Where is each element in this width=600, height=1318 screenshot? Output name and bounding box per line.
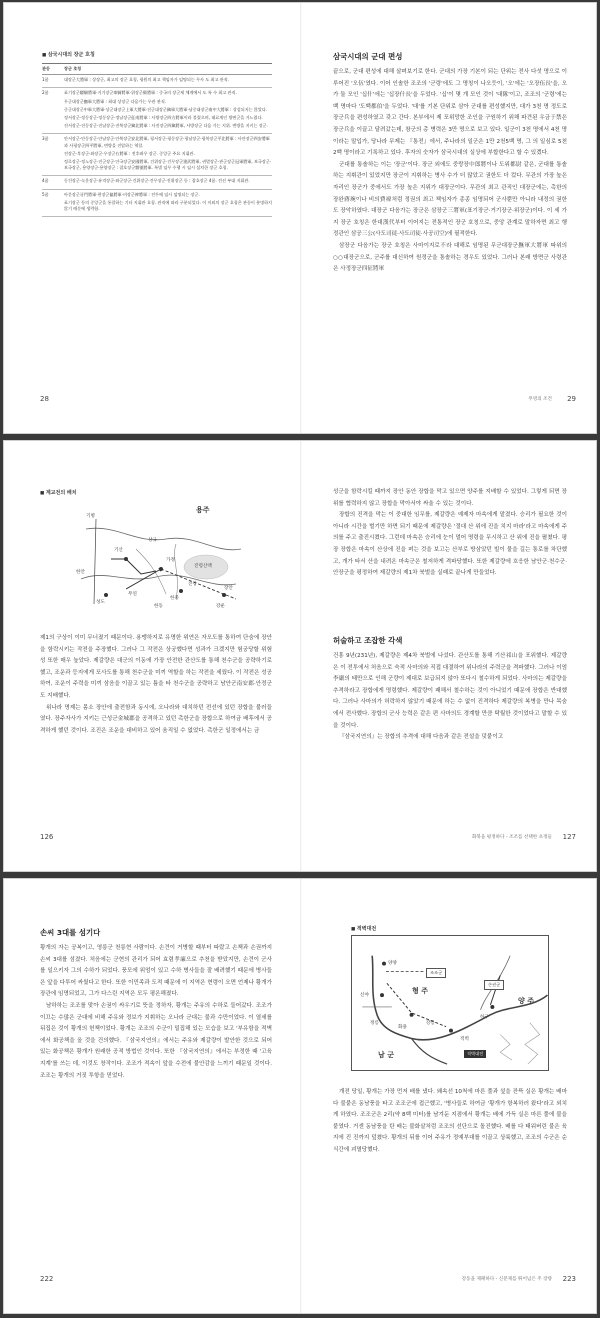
title-line: 중군대장군中軍大將軍·상군대장군上軍大將軍·진군대장군鎭軍大將軍·남중대장군南中大將軍 : 상설되지는 않았다. xyxy=(64,106,268,112)
battle-map xyxy=(66,499,246,614)
label-yangju: 양 주 xyxy=(518,997,534,1005)
title-line: 표기장군 등의 중앙군을 통괄하는 기타 지휘관 호칭. 관직에 따라 구분되었다. 이 이외의 장군 호칭은 관등이 분명하지 않기 때문에 생략함. xyxy=(64,199,272,212)
label-yongju: 용주 xyxy=(196,506,210,514)
table-row xyxy=(42,176,272,189)
label-hwaryong: 화용 xyxy=(398,1025,407,1030)
label-hangan: 한안 xyxy=(76,570,85,575)
label-namgun: 남 군 xyxy=(378,1051,394,1059)
running-head: 무영의 조건 xyxy=(528,397,552,402)
label-jeongneung: 정릉 xyxy=(370,1021,379,1026)
table-header xyxy=(42,63,272,75)
title-line: 전장군·후장군·좌장군·우장군右將軍 : 전후좌우 장군. 중앙군 주요 지휘관. xyxy=(64,150,195,156)
label-chibi: 적벽 xyxy=(460,1037,469,1042)
body-text-left xyxy=(40,633,272,813)
paragraph: 장합의 진격을 막는 이 중대한 임무를, 제갈량은 예제자 마속에게 맡겼다. 승리가 필요한 것이 아니라 시간을 벌기만 하면 되기 때문에 제갈량은 '절대 산 위에 진을 치지 마라'라고 마속에게 주의를 주고 출진시켰다. 그런데 마속은 승리에 눈이 멀어 명령을 무시하고 산 위에 진을 펼쳤다. 평장 장합은 마속이 산상에 진을 펴는 것을 보고는 산부로 방삼았던 빌이 물을 길는 통로를 차단했고, 개가 타서 산을 내려온 마속군은 철저하게 격파당했다. 또한 제갈량에 호응한 남안군·천수군·안장군을 평정하여 제갈량의 제1차 북벌을 실패로 끝나게 만들었다. xyxy=(333,512,567,577)
title-line: 정서장군·정동장군·정동장군·정남장군征南將軍 : 사방장군四方將軍이라 불렸으며, 태료계인 방면군을 거느렸다. xyxy=(64,115,263,121)
title-line: 무군대장군撫軍大將軍 : 최대 상장군 다음가는 무관 관직. xyxy=(64,98,167,104)
label-jiangneung: 강릉 xyxy=(426,1021,435,1026)
paragraph: 삼장군 다음가는 장군 호칭은 사마이지로不라 대해로 임명된 무군대장군撫軍大將軍 따위의 ○○대장군으로, 군주를 대신하여 원정군을 통솔하는 경우도 있었다. 그러나 본래 방면군 사령관은 사정장군四征將軍 xyxy=(333,242,567,273)
table-row xyxy=(42,190,272,218)
label-sinya: 신야 xyxy=(360,993,369,998)
label-yangyang: 양양 xyxy=(388,961,397,966)
section-heading: 손씨 3대를 섬기다 xyxy=(40,928,101,937)
title-line: 안서장군·안동장군·안남장군·안북장군安北將軍, 평서장군·평동장군·평남장군·평북장군平北將軍 : 사안장군四安將軍과 사평장군四平將軍, 변방을 진압하는 역할. xyxy=(64,136,270,148)
rank-cell: 2품 xyxy=(42,90,49,96)
page-29 xyxy=(301,3,597,433)
paragraph: 개전 당일, 황개는 가장 먼저 배를 냈다. 왜속선 10척에 마른 풀과 섶을 잔뜩 실은 황개는 배마다 불붙은 동남풍을 타고 조조군에 접근했고, '병사들로 하여금 '황개가 항복하러 왔다'라고 외치게 하였다. 조조군은 2리(약 8백 미터)를 남겨둔 지점에서 황개는 배에 가득 실은 마른 풀에 불을 붙였다. 거센 동남풍을 탄 배는 불화살처럼 조조의 선단으로 돌진했다. 배를 다 태워버린 불은 육지에 진 진까지 덮쳤다. 황개의 뒤를 이어 주유가 정예부대를 이끌고 상륙했고, 조조의 수군은 순식간에 괴멸당했다. xyxy=(333,1089,567,1153)
title-cell xyxy=(64,77,272,85)
table-caption: ■ 삼국시대의 장군 호칭 xyxy=(42,51,95,58)
map-caption: ■ 적벽대전 xyxy=(351,925,376,932)
label-hyeongju: 형 주 xyxy=(412,987,428,995)
header-rank: 관등 xyxy=(42,66,50,71)
page-number-left: 28 xyxy=(40,395,49,403)
title-cell xyxy=(64,192,272,215)
label-hagu: 하구 xyxy=(480,1015,489,1020)
label-songeoin-army: 손권군 xyxy=(484,980,504,990)
rank-cell: 4품 xyxy=(42,178,49,184)
header-title: 장군 호칭 xyxy=(64,66,82,71)
title-line: 정로장군·정노장군·진군장군·안국장군安國將軍, 건위장군·건무장군建武將軍, 귀멸장군·관군장군冠軍將軍, 보국장군·보국장군, 용양장군·용양장군 : 잡호장군雜號將軍. 특별 임무 수행 시 임시 설치한 장군 호칭. xyxy=(64,159,272,171)
title-cell xyxy=(64,90,272,131)
table-body xyxy=(42,75,272,217)
table-row xyxy=(42,75,272,88)
page-222 xyxy=(4,879,301,1313)
title-line: 진서장군·진동장군·진남장군·진북장군鎭北將軍 : 사진장군四鎭將軍, 사방장군 다음 가는 지위. 변방을 지키는 장군. xyxy=(64,123,268,129)
table-row xyxy=(42,88,272,134)
page-number-left: 222 xyxy=(40,1275,54,1283)
paragraph: 군대를 통솔하는 이는 '장군'이다. 장군 외에도 중랑장中郎將이나 도위都尉 같은, 군대를 통솔하는 지휘관이 있었지만 장군이 지휘하는 병사 수가 더 많았고 권한도 더 컸다. 무관의 가장 높은 자리인 장군가 중에서도 가장 높은 지위가 대장군이다. 무관의 최고 관직인 대장군에는, 촉한의 장완蔣琬이나 비의費禕처럼 정권의 최고 책임자가 종종 임명되어 군사뿐만 아니라 내정의 권한도 장악하였다. 대장군 다음가는 장군은 삼장군三將軍(표기장군·거기장군·위장군)이다. 이 세 가지 장군 호칭은 한대漢代부터 이어지는 전통적인 장군 호칭으로, 중앙 관계로 말하자면 최고 행정관인 삼공三公(사도司徒·사도司徒·사공司空)에 필적한다. xyxy=(333,161,567,238)
label-jinchang: 진창 xyxy=(188,582,197,587)
body-text-right xyxy=(333,487,567,607)
label-gisan: 기산 xyxy=(114,548,123,553)
running-head: 화북을 평정하다 - 조조를 선택한 초정들 xyxy=(472,835,552,840)
title-line: 대장군大將軍 : 상장군, 최고의 장군 호칭, 평원의 최고 책임자가 임명되는 무사 도 최고 관직. xyxy=(64,77,229,83)
label-jeokbyeok-box: 적벽대전 xyxy=(464,1050,486,1058)
paragraph: 황개의 자는 공복이고, 영릉군 천릉현 사람이다. 손견이 거병할 때부터 따랐고 손책과 손권까지 손씨 3대를 섬겼다. 처음에는 군현의 관리가 되어 효렴孝廉으로 추천을 받았지만, 손견이 군사를 일으키자 그의 수하가 되었다. 풍모에 위엄이 있고 수하 병사들을 잘 배려했기 때문에 병사들은 앞을 다투어 싸웠다고 한다. 또한 이민족과 도적 때문에 이 지역은 현령이 오면 언제나 황개가 장관에 임명되었고, 그가 다스린 지역은 모두 평온해졌다. xyxy=(40,945,272,998)
paragraph: 남하하는 조조를 맞아 손권이 싸우기로 뜻을 정하자, 황개는 주유의 수하로 들어갔다. 조조가 이끄는 수많은 군대에 비해 주유와 정보가 지휘하는 오나라 군대는 불과 수만이었다. 이 열세를 뒤집은 것이 황개의 헌책이었다. 황개는 조조의 수군이 밀집해 있는 모습을 보고 '부유함을 적벽에서 화공책을 올 것을 건의했다. 『삼국지연의』에서는 주유와 제갈량이 발안한 것으로 되어 있는 화공책은 황개가 원래한 공적 방법인 것이다. 또한 『삼국지연의』에서는 부정한 때 '고육지계'를 쓰는 데, 이것도 창작이다. 조조가 적속이 앞을 수전에 불안감을 느끼기 때문일 것이다. 조조는 황개의 거짓 투항을 믿었다. xyxy=(40,1002,272,1079)
chibi-map xyxy=(351,935,549,1071)
title-line: 동건장군·녹운장군·유격장군·좌군장군·건위장군·건무장군·진위장군 등 : 잡호장군 4품. 전선 부대 지휘관. xyxy=(64,178,250,184)
label-hanjung: 한중 xyxy=(170,596,179,601)
body-text-right-2 xyxy=(333,651,567,815)
section-heading: 허술하고 조잡한 각색 xyxy=(333,636,403,645)
paragraph: 제1의 구상이 이미 무너졌기 때문이다. 용맹하지로 유명한 위연은 자오도를 통하여 단숨에 장안을 함락시키는 작전을 주장했다. 그러나 그 작전은 상궁했다면 성과가 크겠지만 험궁당할 위험성 또한 매우 높았다. 제갈량은 대군의 이동에 가장 안전한 관산도를 통해 천수군을 공략하기로 했고, 조운과 등지에게 포사도를 통해 천수군을 미끼 역할을 하는 작전을 세웠다. 이 작전은 성공하여, 조운이 주력을 미끼 삼음을 이끌고 있는 틈을 타 천수군을 공략하고 남안군南安郡·안정군도 지배했다. xyxy=(40,635,272,699)
paragraph: 건흥 9년(231년), 제갈량은 제4차 북벌에 나섰다. 관산도를 통해 기산祁山을 포위했다. 제갈량은 이 전투에서 처음으로 숙적 사마의와 직접 대결하여 위나라의 주력군을 격파했다. 그러나 이엄李嚴의 태만으로 인해 군량이 제대로 보급되지 않아 또다시 철수하게 되었다. 사마의는 제갈량을 추격하라고 장합에게 명령했다. 제갈량이 패해서 철수하는 것이 아니었기 때문에 장합은 반대했다. 그러나 사마의가 허락하지 않았기 때문에 하는 수 없이 진격하다 제갈량의 복병을 만나 목숨에서 전사했다. 장합의 군사 능력은 같은 편 사마의도 경계할 만큼 탁월한 것이었다고 말할 수 있을 것이다. xyxy=(333,653,567,729)
label-gangun: 강운 xyxy=(216,604,225,609)
label-muyeon: 무연 xyxy=(128,592,137,597)
table-row xyxy=(42,134,272,176)
label-jojo-army: 조조군 xyxy=(426,968,446,978)
page-number-left: 126 xyxy=(40,833,54,841)
label-gaejeong: 가정 xyxy=(166,558,175,563)
body-text-right xyxy=(333,1087,567,1257)
label-jinryeong: 진령산맥 xyxy=(194,564,212,569)
spread-pages-28-29 xyxy=(3,2,597,434)
rank-cell: 3품 xyxy=(42,136,49,142)
label-jangan: 장안 xyxy=(224,586,233,591)
title-line: 아문장군牙門將軍·편장군偏將軍·비장군裨將軍 : 전투에 임시 임명되는 장군. xyxy=(64,191,200,197)
paragraph: 『삼국지연의』는 장합의 추격에 대해 다음과 같은 전설을 덧붙이고 xyxy=(339,734,504,741)
body-text-left xyxy=(40,943,272,1263)
title-cell xyxy=(64,178,272,186)
label-handong: 한동 xyxy=(154,604,163,609)
rank-cell: 1품 xyxy=(42,77,49,83)
label-seongdo: 성도 xyxy=(96,600,105,605)
label-gibyeong: 기병 xyxy=(86,514,95,519)
page-number-right: 127 xyxy=(562,833,576,841)
page-126 xyxy=(4,441,301,871)
section-heading: 삼국시대의 군대 편성 xyxy=(333,52,403,61)
running-head: 강동을 제패하다 - 신분제를 뛰어넘은 주 장량 xyxy=(461,1277,552,1282)
page-127 xyxy=(301,441,597,871)
map-caption: ■ 계교전의 배치 xyxy=(40,489,77,496)
title-line: 표기장군驃騎將軍·거기장군車騎將軍·위장군衛將軍 : 중국의 장군제 체계에서 도 특 수 최고 관직. xyxy=(64,90,237,96)
spread-pages-222-223 xyxy=(3,878,597,1314)
page-number-right: 223 xyxy=(562,1275,576,1283)
rank-cell: 5품 xyxy=(42,191,49,197)
page-number-right: 29 xyxy=(567,395,576,403)
page-28 xyxy=(4,3,301,433)
rank-table xyxy=(42,63,272,217)
page-223 xyxy=(301,879,597,1313)
paragraph: 끝으로, 군대 편성에 대해 살펴보기로 한다. 군대의 가장 기본이 되는 단위는 전사 다섯 명으로 이루어진 '오伍'였다. 이어 인솔한 조조의 '군령'에도 그 명칭이 나오듯이, '오'에는 '오장伍長'을, 오가 둘 모인 '십什'에는 '십장什長'을 두었다. '십'이 몇 개 모인 것이 '대隊'이고, 조조의 '군령'에는 백 명마다 '도백都伯'을 두었다. '대'를 기본 단위로 삼아 군대를 편성했지만, 대가 3천 명 정도로 장군兵을 편성하였고 갖고 간다. 본부에서 제 포위망한 조인을 구원하기 위해 파견된 우금于禁은 장군兵을 이끌고 달려갔는데, 참군의 총 병력은 3만 명으로 보고 있다. 일군이 3천 명에서 4천 명이라는 말입가, 당나라 무제는 『통전』에서, 주나라의 일군은 1만 2천5백 명, 그 의 일심로 5천2백 명이라고 기록하고 있다. 후자의 숫자가 삼국시대의 실상에 부합한다고 할 수 있겠다. xyxy=(333,69,567,157)
label-sangye: 상규 xyxy=(148,538,157,543)
paragraph: 위나라 명제는 몸소 장안에 출전함과 동시에, 오나라와 대치하던 전선에 있던 장합을 불러들였다. 장주자사가 지키는 근성군金城郡을 공격하고 있던 촉한군을 장합으로 하여금 배후에서 공격하게 했던 것이다. 조진은 조운을 대비하고 있어 움직일 수 없었다. 촉한군 일정에서는 금 xyxy=(40,704,272,734)
body-text xyxy=(333,67,567,387)
title-cell xyxy=(64,136,272,173)
paragraph: 성군을 함락시킬 때까지 장안 동안 장합을 막고 있으면 양주를 지배할 수 있었다. 그렇게 되면 장 위를 협력하지 않고 장합을 막아서야 싸울 수 있는 것이다. xyxy=(333,489,567,507)
spread-pages-126-127 xyxy=(3,440,597,872)
